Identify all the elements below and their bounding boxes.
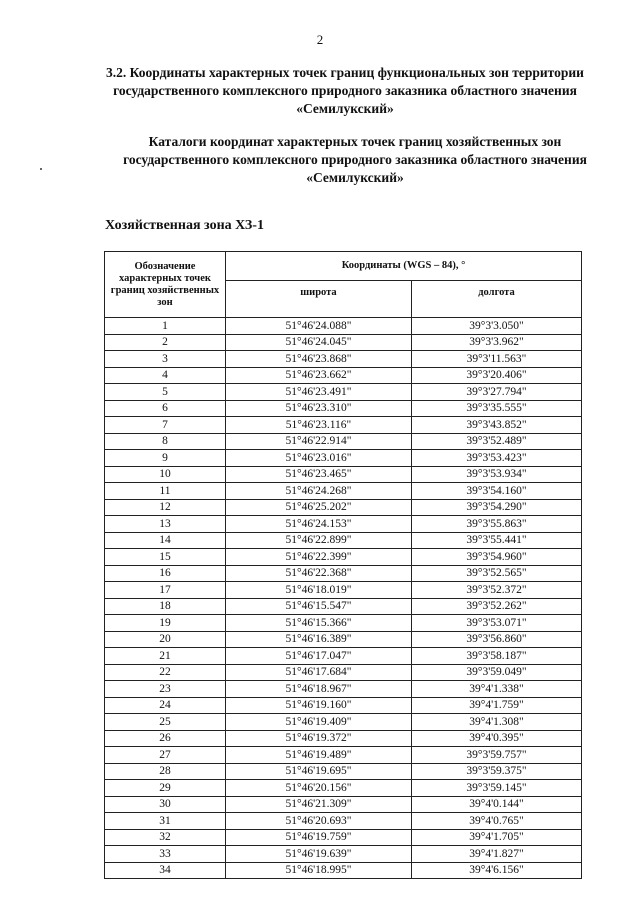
latitude-cell: 51°46'18.967"	[226, 681, 412, 698]
longitude-cell: 39°3'53.423"	[411, 450, 581, 467]
longitude-cell: 39°3'53.934"	[411, 466, 581, 483]
longitude-cell: 39°3'55.441"	[411, 532, 581, 549]
zone-title: Хозяйственная зона ХЗ-1	[105, 218, 264, 233]
latitude-cell: 51°46'24.045"	[226, 334, 412, 351]
table-row	[105, 466, 582, 483]
table-row	[105, 450, 582, 467]
longitude-cell: 39°3'43.852"	[411, 417, 581, 434]
point-number-cell: 8	[105, 433, 226, 450]
latitude-cell: 51°46'17.684"	[226, 664, 412, 681]
table-row	[105, 747, 582, 764]
table-row	[105, 714, 582, 731]
table-row	[105, 318, 582, 335]
table-row	[105, 417, 582, 434]
table-row	[105, 681, 582, 698]
longitude-cell: 39°3'59.049"	[411, 664, 581, 681]
latitude-cell: 51°46'19.489"	[226, 747, 412, 764]
point-number-cell: 1	[105, 318, 226, 335]
latitude-cell: 51°46'18.019"	[226, 582, 412, 599]
point-number-cell: 30	[105, 796, 226, 813]
point-number-cell: 19	[105, 615, 226, 632]
table-row	[105, 483, 582, 500]
table-row	[105, 796, 582, 813]
header-latitude: широта	[226, 281, 412, 318]
table-row	[105, 846, 582, 863]
latitude-cell: 51°46'24.153"	[226, 516, 412, 533]
longitude-cell: 39°3'11.563"	[411, 351, 581, 368]
longitude-cell: 39°3'56.860"	[411, 631, 581, 648]
scan-speck	[40, 168, 42, 170]
latitude-cell: 51°46'22.899"	[226, 532, 412, 549]
table-body	[105, 318, 582, 879]
table-row	[105, 549, 582, 566]
table-row	[105, 516, 582, 533]
point-number-cell: 29	[105, 780, 226, 797]
table-row	[105, 697, 582, 714]
header-coordinates: Координаты (WGS – 84), °	[226, 252, 582, 281]
latitude-cell: 51°46'23.491"	[226, 384, 412, 401]
table-row	[105, 813, 582, 830]
latitude-cell: 51°46'19.409"	[226, 714, 412, 731]
latitude-cell: 51°46'23.662"	[226, 367, 412, 384]
longitude-cell: 39°3'52.262"	[411, 598, 581, 615]
latitude-cell: 51°46'20.156"	[226, 780, 412, 797]
point-number-cell: 3	[105, 351, 226, 368]
latitude-cell: 51°46'22.914"	[226, 433, 412, 450]
point-number-cell: 6	[105, 400, 226, 417]
point-number-cell: 5	[105, 384, 226, 401]
table-row	[105, 400, 582, 417]
table-row	[105, 730, 582, 747]
point-number-cell: 15	[105, 549, 226, 566]
point-number-cell: 34	[105, 862, 226, 879]
table-row	[105, 499, 582, 516]
table-row	[105, 615, 582, 632]
latitude-cell: 51°46'24.268"	[226, 483, 412, 500]
longitude-cell: 39°3'54.960"	[411, 549, 581, 566]
point-number-cell: 13	[105, 516, 226, 533]
longitude-cell: 39°4'0.144"	[411, 796, 581, 813]
longitude-cell: 39°3'59.375"	[411, 763, 581, 780]
longitude-cell: 39°3'52.565"	[411, 565, 581, 582]
table-row	[105, 351, 582, 368]
point-number-cell: 16	[105, 565, 226, 582]
latitude-cell: 51°46'15.366"	[226, 615, 412, 632]
point-number-cell: 7	[105, 417, 226, 434]
longitude-cell: 39°3'20.406"	[411, 367, 581, 384]
longitude-cell: 39°3'54.290"	[411, 499, 581, 516]
table-row	[105, 367, 582, 384]
latitude-cell: 51°46'19.372"	[226, 730, 412, 747]
latitude-cell: 51°46'23.465"	[226, 466, 412, 483]
latitude-cell: 51°46'21.309"	[226, 796, 412, 813]
point-number-cell: 33	[105, 846, 226, 863]
latitude-cell: 51°46'16.389"	[226, 631, 412, 648]
latitude-cell: 51°46'18.995"	[226, 862, 412, 879]
point-number-cell: 23	[105, 681, 226, 698]
longitude-cell: 39°3'52.372"	[411, 582, 581, 599]
point-number-cell: 21	[105, 648, 226, 665]
point-number-cell: 32	[105, 829, 226, 846]
longitude-cell: 39°4'1.705"	[411, 829, 581, 846]
longitude-cell: 39°4'1.759"	[411, 697, 581, 714]
longitude-cell: 39°4'1.338"	[411, 681, 581, 698]
latitude-cell: 51°46'22.368"	[226, 565, 412, 582]
longitude-cell: 39°3'3.962"	[411, 334, 581, 351]
longitude-cell: 39°3'53.071"	[411, 615, 581, 632]
point-number-cell: 25	[105, 714, 226, 731]
longitude-cell: 39°3'59.145"	[411, 780, 581, 797]
longitude-cell: 39°4'0.765"	[411, 813, 581, 830]
longitude-cell: 39°4'1.308"	[411, 714, 581, 731]
point-number-cell: 4	[105, 367, 226, 384]
point-number-cell: 12	[105, 499, 226, 516]
latitude-cell: 51°46'23.016"	[226, 450, 412, 467]
longitude-cell: 39°3'58.187"	[411, 648, 581, 665]
table-row	[105, 664, 582, 681]
latitude-cell: 51°46'23.310"	[226, 400, 412, 417]
point-number-cell: 17	[105, 582, 226, 599]
point-number-cell: 24	[105, 697, 226, 714]
longitude-cell: 39°4'0.395"	[411, 730, 581, 747]
header-point: Обозначение характерных точек границ хозяйственных зон	[105, 252, 226, 318]
table-row	[105, 433, 582, 450]
table-row	[105, 582, 582, 599]
longitude-cell: 39°3'55.863"	[411, 516, 581, 533]
point-number-cell: 22	[105, 664, 226, 681]
longitude-cell: 39°3'54.160"	[411, 483, 581, 500]
longitude-cell: 39°4'6.156"	[411, 862, 581, 879]
latitude-cell: 51°46'25.202"	[226, 499, 412, 516]
latitude-cell: 51°46'19.759"	[226, 829, 412, 846]
point-number-cell: 27	[105, 747, 226, 764]
table-row	[105, 532, 582, 549]
point-number-cell: 20	[105, 631, 226, 648]
latitude-cell: 51°46'23.116"	[226, 417, 412, 434]
latitude-cell: 51°46'23.868"	[226, 351, 412, 368]
section-heading: 3.2. Координаты характерных точек границ функциональных зон территории государственного комплексного природного заказника областного значения «Семилукский»	[106, 65, 584, 116]
longitude-cell: 39°4'1.827"	[411, 846, 581, 863]
longitude-cell: 39°3'59.757"	[411, 747, 581, 764]
point-number-cell: 28	[105, 763, 226, 780]
table-row	[105, 631, 582, 648]
latitude-cell: 51°46'19.695"	[226, 763, 412, 780]
latitude-cell: 51°46'20.693"	[226, 813, 412, 830]
latitude-cell: 51°46'19.160"	[226, 697, 412, 714]
coordinates-table	[104, 251, 582, 879]
page-number: 2	[316, 32, 324, 47]
latitude-cell: 51°46'19.639"	[226, 846, 412, 863]
latitude-cell: 51°46'24.088"	[226, 318, 412, 335]
point-number-cell: 10	[105, 466, 226, 483]
point-number-cell: 11	[105, 483, 226, 500]
table-row	[105, 384, 582, 401]
table-row	[105, 829, 582, 846]
table-row	[105, 598, 582, 615]
point-number-cell: 2	[105, 334, 226, 351]
longitude-cell: 39°3'35.555"	[411, 400, 581, 417]
table-row	[105, 763, 582, 780]
longitude-cell: 39°3'52.489"	[411, 433, 581, 450]
longitude-cell: 39°3'27.794"	[411, 384, 581, 401]
point-number-cell: 14	[105, 532, 226, 549]
table-row	[105, 565, 582, 582]
point-number-cell: 9	[105, 450, 226, 467]
longitude-cell: 39°3'3.050"	[411, 318, 581, 335]
point-number-cell: 31	[105, 813, 226, 830]
latitude-cell: 51°46'17.047"	[226, 648, 412, 665]
latitude-cell: 51°46'22.399"	[226, 549, 412, 566]
latitude-cell: 51°46'15.547"	[226, 598, 412, 615]
table-row	[105, 862, 582, 879]
header-longitude: долгота	[411, 281, 581, 318]
catalog-heading: Каталоги координат характерных точек границ хозяйственных зон государственного комплексного природного заказника областного значения «Семилукский»	[123, 134, 587, 185]
table-row	[105, 334, 582, 351]
table-row	[105, 648, 582, 665]
table-row	[105, 780, 582, 797]
point-number-cell: 18	[105, 598, 226, 615]
point-number-cell: 26	[105, 730, 226, 747]
